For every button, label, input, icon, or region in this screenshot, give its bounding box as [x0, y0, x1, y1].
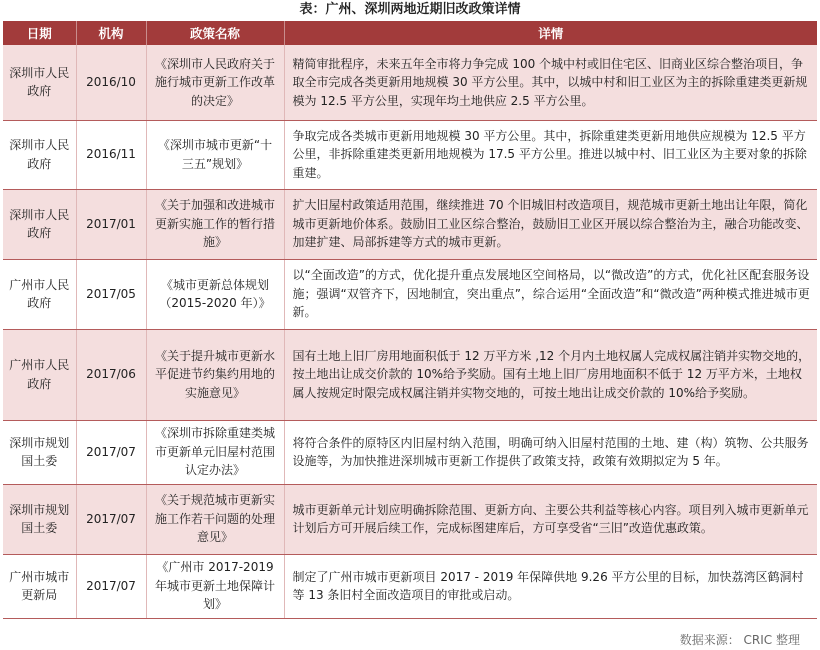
cell-date: 广州市城市更新局: [3, 554, 76, 618]
data-source-note: 数据来源： CRIC 整理: [679, 633, 800, 647]
cell-policy-name: 《城市更新总体规划（2015-2020 年）》: [146, 259, 284, 329]
table-row: [3, 484, 817, 554]
table-row: [3, 45, 817, 120]
cell-policy-name: 《深圳市拆除重建类城市更新单元旧屋村范围认定办法》: [146, 420, 284, 484]
table-row: [3, 554, 817, 618]
cell-date: 深圳市人民政府: [3, 120, 76, 189]
cell-policy-name: 《关于加强和改进城市更新实施工作的暂行措施》: [146, 189, 284, 259]
table-row: [3, 120, 817, 189]
cell-org: 2017/06: [76, 329, 146, 420]
cell-org: 2016/10: [76, 45, 146, 120]
header-date: 日期: [3, 21, 76, 45]
table-row: [3, 420, 817, 484]
cell-date: 深圳市人民政府: [3, 45, 76, 120]
table-row: [3, 189, 817, 259]
cell-org: 2017/01: [76, 189, 146, 259]
table-title: 表：广州、深圳两地近期旧改政策详情: [299, 2, 521, 17]
header-policy-name: 政策名称: [146, 21, 284, 45]
cell-detail: 扩大旧屋村政策适用范围，继续推进 70 个旧城旧村改造项目，规范城市更新土地出让年限，简化城市更新地价体系。鼓励旧工业区综合整治，鼓励旧工业区开展以综合整治为主，融合功能改变、加建扩建、局部拆建等方式的城市更新。: [284, 189, 817, 259]
cell-policy-name: 《深圳市人民政府关于施行城市更新工作改革的决定》: [146, 45, 284, 120]
cell-org: 2017/05: [76, 259, 146, 329]
cell-detail: 制定了广州市城市更新项目 2017 - 2019 年保障供地 9.26 平方公里的目标，加快荔湾区鹤洞村等 13 条旧村全面改造项目的审批或启动。: [284, 554, 817, 618]
cell-date: 广州市人民政府: [3, 329, 76, 420]
cell-date: 深圳市规划国土委: [3, 420, 76, 484]
policy-table: [3, 21, 817, 619]
cell-policy-name: 《关于规范城市更新实施工作若干问题的处理意见》: [146, 484, 284, 554]
cell-detail: 将符合条件的原特区内旧屋村纳入范围，明确可纳入旧屋村范围的土地、建（构）筑物、公共服务设施等，为加快推进深圳城市更新工作提供了政策支持，政策有效期拟定为 5 年。: [284, 420, 817, 484]
cell-date: 广州市人民政府: [3, 259, 76, 329]
cell-detail: 精简审批程序，未来五年全市将力争完成 100 个城中村或旧住宅区、旧商业区综合整治项目，争取全市完成各类更新用地规模 30 平方公里。其中，以城中村和旧工业区为主的拆除重建类更新规模为 12.5 平方公里，实现年均土地供应 2.5 平方公里。: [284, 45, 817, 120]
table-row: [3, 259, 817, 329]
cell-detail: 城市更新单元计划应明确拆除范围、更新方向、主要公共利益等核心内容。项目列入城市更新单元计划后方可开展后续工作，完成标图建库后，方可享受省“三旧”改造优惠政策。: [284, 484, 817, 554]
header-org: 机构: [76, 21, 146, 45]
cell-org: 2017/07: [76, 420, 146, 484]
table-header-row: [3, 21, 817, 45]
cell-detail: 国有土地上旧厂房用地面积低于 12 万平方米 ,12 个月内土地权属人完成权属注销并实物交地的，按土地出让成交价款的 10%给予奖励。国有土地上旧厂房用地面积不低于 12 万平方米，土地权属人按规定时限完成权属注销并实物交地的，可按土地出让成交价款的 10%给予奖励。: [284, 329, 817, 420]
cell-org: 2017/07: [76, 554, 146, 618]
cell-detail: 争取完成各类城市更新用地规模 30 平方公里。其中，拆除重建类更新用地供应规模为 12.5 平方公里，非拆除重建类更新用地规模为 17.5 平方公里。推进以城中村、旧工业区为主要对象的拆除重建。: [284, 120, 817, 189]
cell-policy-name: 《深圳市城市更新“十三五”规划》: [146, 120, 284, 189]
cell-policy-name: 《广州市 2017-2019 年城市更新土地保障计划》: [146, 554, 284, 618]
table-row: [3, 329, 817, 420]
cell-date: 深圳市规划国土委: [3, 484, 76, 554]
cell-policy-name: 《关于提升城市更新水平促进节约集约用地的实施意见》: [146, 329, 284, 420]
cell-date: 深圳市人民政府: [3, 189, 76, 259]
cell-org: 2017/07: [76, 484, 146, 554]
cell-org: 2016/11: [76, 120, 146, 189]
cell-detail: 以“全面改造”的方式，优化提升重点发展地区空间格局，以“微改造”的方式，优化社区配套服务设施；强调“双管齐下，因地制宜，突出重点”，综合运用“全面改造”和“微改造”两种模式推进城市更新。: [284, 259, 817, 329]
header-detail: 详情: [284, 21, 817, 45]
